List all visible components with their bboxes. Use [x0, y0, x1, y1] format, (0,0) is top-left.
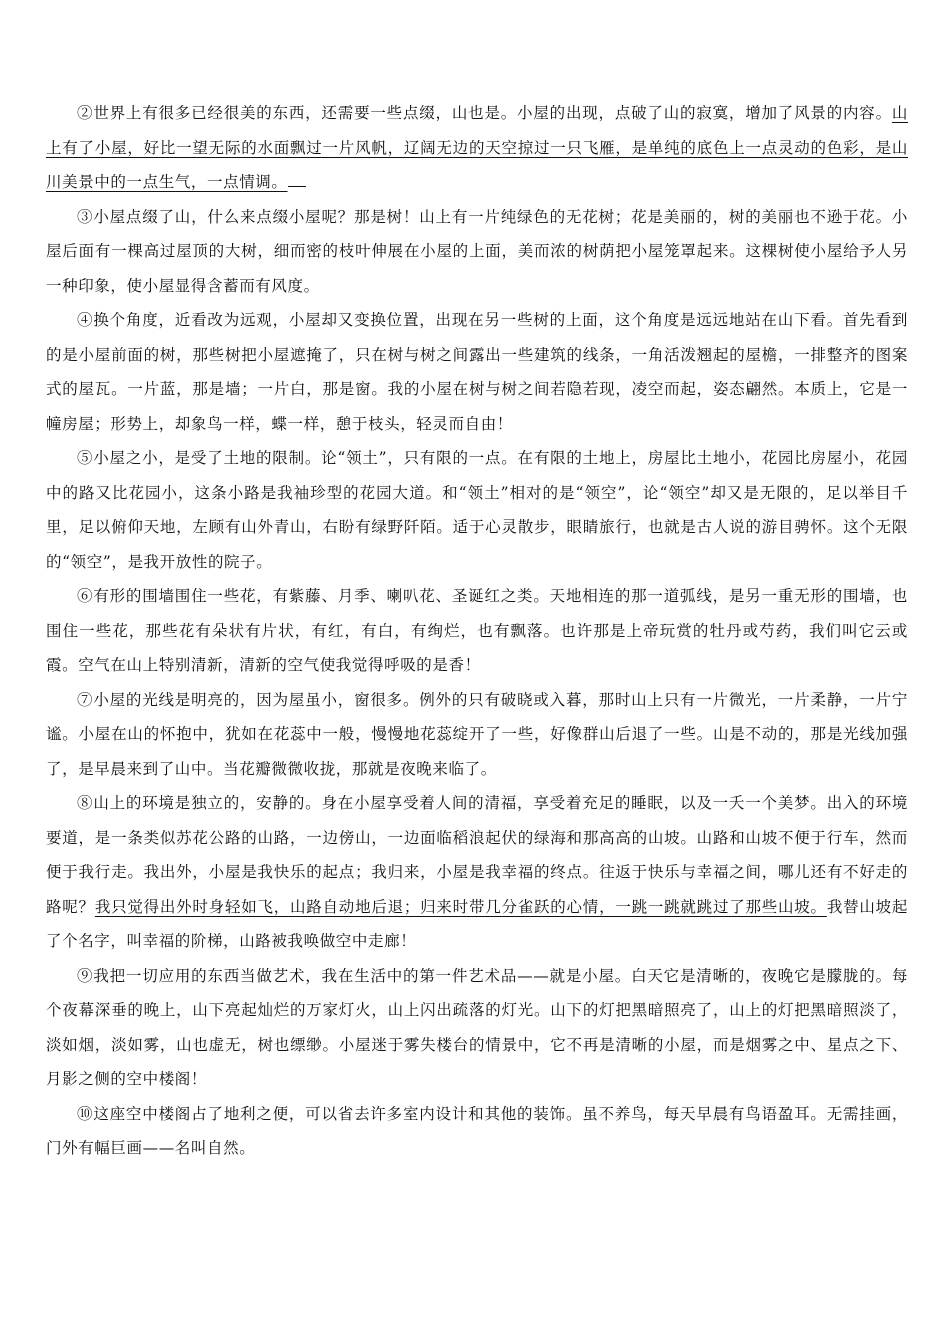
paragraph-2 — [46, 96, 908, 200]
underlined-sentence: 我只觉得出外时身轻如飞，山路自动地后退；归来时带几分雀跃的心情，一跳一跳就跳过了那些山坡。 — [94, 897, 827, 916]
paragraph-3 — [46, 200, 908, 304]
paragraph-number: ⑤ — [77, 449, 94, 467]
paragraph-7 — [46, 683, 908, 787]
paragraph-text: 我把一切应用的东西当做艺术，我在生活中的第一件艺术品——就是小屋。白天它是清晰的，夜晚它是朦胧的。每个夜幕深垂的晚上，山下亮起灿烂的万家灯火，山上闪出疏落的灯光。山下的灯把黑暗照亮了，山上的灯把黑暗照淡了，淡如烟，淡如雾，山也虚无，树也缥缈。小屋迷于雾失楼台的情景中，它不再是清晰的小屋，而是烟雾之中、星点之下、月影之侧的空中楼阁！ — [46, 966, 908, 1088]
paragraph-number: ④ — [77, 311, 94, 329]
paragraph-number: ⑨ — [77, 966, 94, 985]
paragraph-text: 小屋的光线是明亮的，因为屋虽小，窗很多。例外的只有破晓或入暮，那时山上只有一片微光，一片柔静，一片宁谧。小屋在山的怀抱中，犹如在花蕊中一般，慢慢地花蕊绽开了一些，好像群山后退了一些。山是不动的，那是光线加强了，是早晨来到了山中。当花瓣微微收拢，那就是夜晚来临了。 — [46, 690, 908, 778]
paragraph-text: 山上的环境是独立的，安静的。身在小屋享受着人间的清福，享受着充足的睡眠，以及一夭一个美梦。出入的环境要道，是一条类似苏花公路的山路，一边傍山，一边面临稻浪起伏的绿海和那高高的山坡。山路和山坡不便于行车，然而便于我行走。我出外，小屋是我快乐的起点；我归来，小屋是我幸福的终点。往返于快乐与幸福之间，哪儿还有不好走的路呢？ — [46, 794, 908, 916]
article-page — [46, 96, 908, 1166]
paragraph-text: 世界上有很多已经很美的东西，还需要一些点缀，山也是。小屋的出现，点破了山的寂寞，增加了风景的内容。 — [93, 104, 892, 122]
paragraph-5 — [46, 441, 908, 579]
paragraph-number: ⑧ — [77, 794, 94, 812]
paragraph-number: ⑦ — [77, 690, 94, 709]
paragraph-number: ⑥ — [77, 587, 94, 605]
paragraph-9 — [46, 959, 908, 1097]
underline-blank — [288, 185, 306, 187]
paragraph-number: ③ — [77, 207, 94, 226]
paragraph-number: ② — [77, 104, 94, 122]
paragraph-text: 换个角度，近看改为远观，小屋却又变换位置，出现在另一些树的上面，这个角度是远远地站在山下看。首先看到的是小屋前面的树，那些树把小屋遮掩了，只在树与树之间露出一些建筑的线条，一角活泼翘起的屋檐，一排整齐的图案式的屋瓦。一片蓝，那是墙；一片白，那是窗。我的小屋在树与树之间若隐若现，凌空而起，姿态翩然。本质上，它是一幢房屋；形势上，却象鸟一样，蝶一样，憩于枝头，轻灵而自由！ — [46, 311, 908, 433]
paragraph-4 — [46, 303, 908, 441]
paragraph-number: ⑩ — [77, 1104, 94, 1123]
paragraph-text: 有形的围墙围住一些花，有紫藤、月季、喇叭花、圣诞红之类。天地相连的那一道弧线，是另一重无形的围墙，也围住一些花，那些花有朵状有片状，有红，有白，有绚烂，也有飘落。也许那是上帝玩赏的牡丹或芍药，我们叫它云或霞。空气在山上特别清新，清新的空气使我觉得呼吸的是香！ — [46, 587, 908, 674]
paragraph-8 — [46, 786, 908, 959]
underlined-sentence: 山上有了小屋，好比一望无际的水面飘过一片风帆，辽阔无边的天空掠过一只飞雁，是单纯的底色上一点灵动的色彩，是山川美景中的一点生气，一点情调。 — [46, 104, 909, 191]
paragraph-text: 这座空中楼阁占了地利之便，可以省去许多室内设计和其他的装饰。虽不养鸟，每天早晨有鸟语盈耳。无需挂画，门外有幅巨画——名叫自然。 — [46, 1104, 908, 1157]
paragraph-10 — [46, 1097, 908, 1166]
paragraph-6 — [46, 579, 908, 683]
paragraph-text: 小屋点缀了山，什么来点缀小屋呢？那是树！山上有一片纯绿色的无花树；花是美丽的，树的美丽也不逊于花。小屋后面有一棵高过屋顶的大树，细而密的枝叶伸展在小屋的上面，美而浓的树荫把小屋笼罩起来。这棵树使小屋给予人另一种印象，使小屋显得含蓄而有风度。 — [46, 207, 908, 295]
paragraph-tail-text: 我替山坡起了个名字，叫幸福的阶梯，山路被我唤做空中走廊！ — [46, 897, 908, 950]
paragraph-text: 小屋之小，是受了土地的限制。论“领土”，只有限的一点。在有限的土地上，房屋比土地小，花园比房屋小，花园中的路又比花园小，这条小路是我袖珍型的花园大道。和“领土”相对的是“领空”，论“领空”却又是无限的，足以举目千里，足以俯仰天地，左顾有山外青山，右盼有绿野阡陌。适于心灵散步，眼睛旅行，也就是古人说的游目骋怀。这个无限的“领空”，是我开放性的院子。 — [46, 449, 908, 571]
